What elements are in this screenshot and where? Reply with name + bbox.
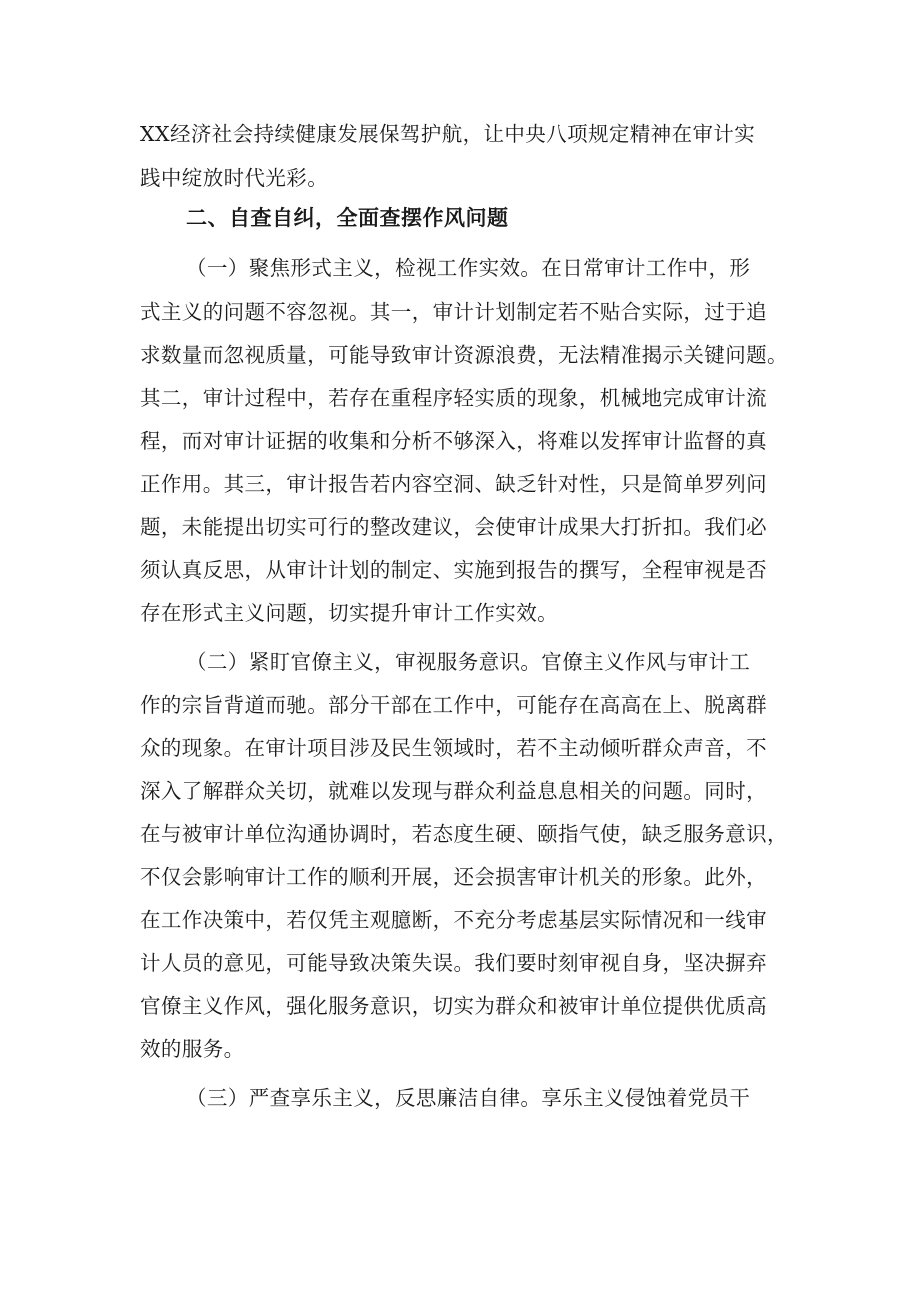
paragraph2-line: 计人员的意见，可能导致决策失误。我们要时刻审视自身，坚决摒弃 [140,951,767,975]
section-heading: 二、自查自纠，全面查摆作风问题 [186,206,509,230]
intro-line: 践中绽放时代光彩。 [140,166,329,190]
paragraph2-line: 在工作决策中，若仅凭主观臆断，不充分考虑基层实际情况和一线审 [140,908,767,932]
paragraph1-line: （一）聚焦形式主义，检视工作实效。在日常审计工作中，形 [186,256,751,280]
paragraph1-line: 正作用。其三，审计报告若内容空洞、缺乏针对性，只是简单罗列问 [140,472,767,496]
paragraph2-line: 作的宗旨背道而驰。部分干部在工作中，可能存在高高在上、脱离群 [140,693,767,717]
paragraph2-line: 深入了解群众关切，就难以发现与群众利益息息相关的问题。同时， [140,779,767,803]
paragraph1-line: 式主义的问题不容忽视。其一，审计计划制定若不贴合实际，过于追 [140,300,767,324]
paragraph2-line: 官僚主义作风，强化服务意识，切实为群众和被审计单位提供优质高 [140,994,767,1018]
paragraph1-line: 求数量而忽视质量，可能导致审计资源浪费，无法精准揭示关键问题。 [140,343,788,367]
paragraph2-line: 效的服务。 [140,1037,245,1061]
paragraph2-line: （二）紧盯官僚主义，审视服务意识。官僚主义作风与审计工 [186,650,751,674]
paragraph1-line: 其二，审计过程中，若存在重程序轻实质的现象，机械地完成审计流 [140,386,767,410]
intro-line: XX经济社会持续健康发展保驾护航，让中央八项规定精神在审计实 [140,122,756,146]
paragraph3-line: （三）严查享乐主义，反思廉洁自律。享乐主义侵蚀着党员干 [186,1086,751,1110]
paragraph1-line: 存在形式主义问题，切实提升审计工作实效。 [140,601,558,625]
paragraph2-line: 众的现象。在审计项目涉及民生领域时，若不主动倾听群众声音，不 [140,736,767,760]
paragraph1-line: 题，未能提出切实可行的整改建议，会使审计成果大打折扣。我们必 [140,515,767,539]
paragraph2-line: 在与被审计单位沟通协调时，若态度生硬、颐指气使，缺乏服务意识， [140,822,788,846]
paragraph2-line: 不仅会影响审计工作的顺利开展，还会损害审计机关的形象。此外， [140,865,767,889]
paragraph1-line: 须认真反思，从审计计划的制定、实施到报告的撰写，全程审视是否 [140,558,767,582]
paragraph1-line: 程，而对审计证据的收集和分析不够深入，将难以发挥审计监督的真 [140,429,767,453]
